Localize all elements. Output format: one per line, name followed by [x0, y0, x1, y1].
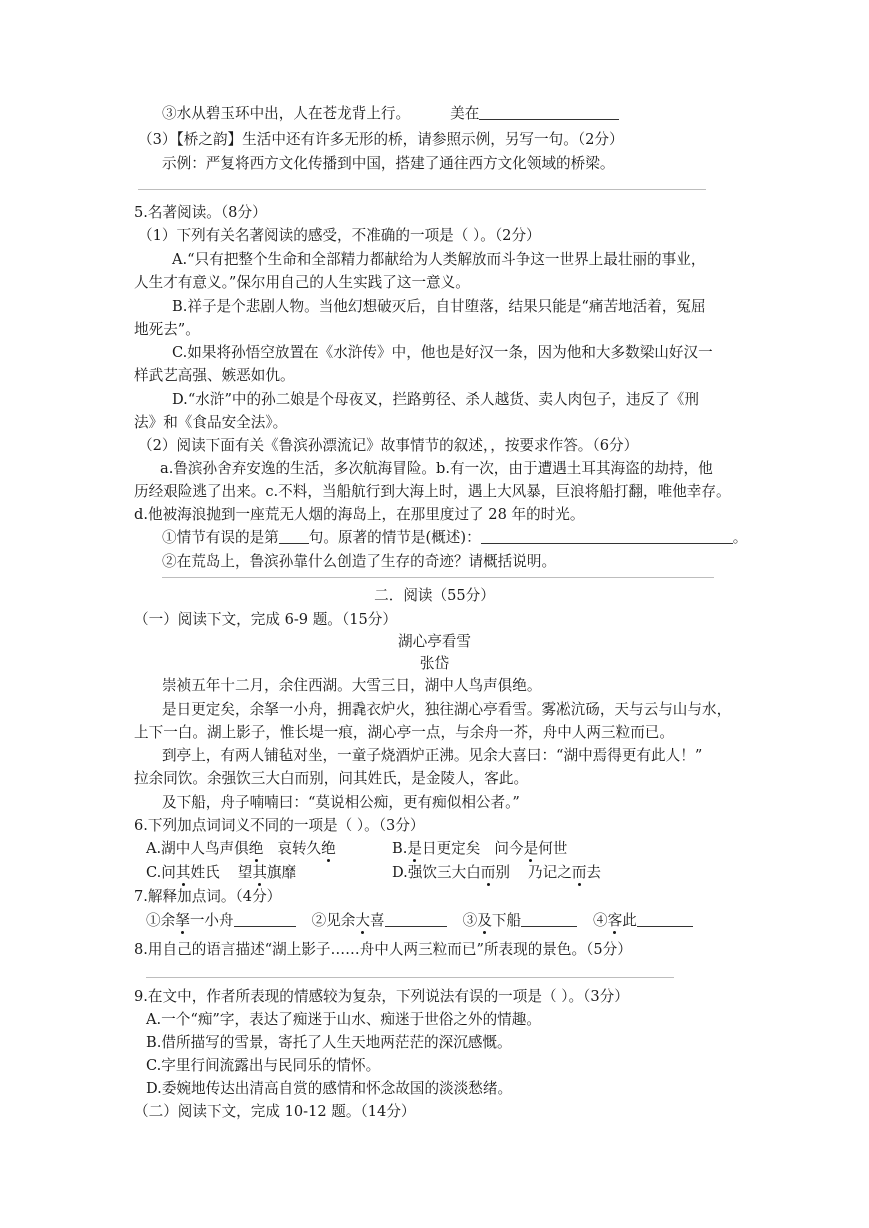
q9-option-c: C.字里行间流露出与民同乐的情怀。 [146, 1057, 381, 1074]
q8-stem: 8.用自己的语言描述“湖上影子……舟中人两三粒而已”所表现的景色。（5分） [134, 941, 632, 958]
q5-sub2-stem: （2）阅读下面有关《鲁滨孙漂流记》故事情节的叙述，，按要求作答。（6分） [138, 437, 639, 454]
q5-passage-line3: d.他被海浪抛到一座荒无人烟的海岛上，在那里度过了 28 年的时光。 [134, 506, 585, 523]
section-heading: 二．阅读（55分） [374, 587, 495, 604]
q4-sub3-stem: （3）【桥之韵】生活中还有许多无形的桥，请参照示例，另写一句。（2分） [138, 131, 624, 148]
q5-option-b-line1: B.祥子是个悲剧人物。当他幻想破灭后，自甘堕落，结果只能是“痛苦地活着，冤屈 [172, 298, 706, 315]
q5-passage-line2: 历经艰险逃了出来。c.不料，当船航行到大海上时，遇上大风暴，巨浪将船打翻，唯他幸存。 [134, 483, 731, 500]
answer-blank[interactable] [479, 119, 619, 120]
q5-option-d-line2: 法》和《食品安全法》。 [134, 414, 288, 431]
text-para3-line2: 拉余同饮。余强饮三大白而别，问其姓氏，是金陵人，客此。 [134, 770, 529, 787]
q5-title: 5.名著阅读。（8分） [134, 204, 267, 221]
q6-option-d: D.强饮三大白而别 乃记之而去 [392, 864, 602, 881]
q5-sub2-item1: ①情节有误的是第 句。原著的情节是(概述)： 。 [162, 529, 748, 546]
q5-sub2-item2: ②在荒岛上，鲁滨孙靠什么创造了生存的奇迹？请概括说明。 [162, 553, 557, 570]
q9-option-d: D.委婉地传达出清高自赏的感情和怀念故国的淡淡愁绪。 [146, 1080, 513, 1097]
q4-item-3: ③水从碧玉环中出，人在苍龙背上行。 美在 [162, 104, 619, 124]
text-para2-line2: 上下一白。湖上影子，惟长堤一痕，湖心亭一点，与余舟一芥，舟中人两三粒而已。 [134, 724, 674, 741]
q5-option-d-line1: D.“水浒”中的孙二娘是个母夜叉，拦路剪径、杀人越货、卖人肉包子，违反了《刑 [172, 391, 699, 408]
answer-blank[interactable] [279, 543, 309, 544]
answer-line[interactable] [146, 977, 674, 978]
answer-blank[interactable] [234, 926, 296, 927]
text-para2-line1: 是日更定矣，余拏一小舟，拥毳衣炉火，独往湖心亭看雪。雾凇沆砀，天与云与山与水， [162, 701, 732, 718]
q5-sub1-stem: （1）下列有关名著阅读的感受，不准确的一项是（ ）。（2分） [138, 227, 541, 244]
q5-option-c-line1: C.如果将孙悟空放置在《水浒传》中，他也是好汉一条，因为他和大多数梁山好汉一 [172, 344, 713, 361]
part1-intro: （一）阅读下文，完成 6-9 题。（15分） [134, 611, 397, 628]
q5-option-a-line1: A.“只有把整个生命和全部精力都献给为人类解放而斗争这一世界上最壮丽的事业， [172, 251, 706, 268]
q6-option-c: C.问其姓氏 望其旗靡 [146, 864, 297, 881]
q7-items: ①余拏一小舟 ②见余大喜 ③及下船 ④客此 [146, 911, 693, 931]
answer-blank[interactable] [385, 926, 447, 927]
answer-line[interactable] [138, 189, 706, 190]
answer-blank[interactable] [637, 926, 693, 927]
q9-option-a: A.一个“痴”字，表达了痴迷于山水、痴迷于世俗之外的情趣。 [146, 1011, 541, 1028]
q5-option-a-line2: 人生才有意义。”保尔用自己的人生实践了这一意义。 [134, 274, 470, 291]
q5-option-c-line2: 样武艺高强、嫉恶如仇。 [134, 367, 295, 384]
q6-option-a: A.湖中人鸟声俱绝 哀转久绝 [146, 840, 336, 857]
text-para1: 崇祯五年十二月，余住西湖。大雪三日，湖中人鸟声俱绝。 [162, 677, 542, 694]
q7-stem: 7.解释加点词。（4分） [134, 888, 282, 905]
q9-stem: 9.在文中，作者所表现的情感较为复杂，下列说法有误的一项是（ ）。（3分） [134, 988, 629, 1005]
q5-option-b-line2: 地死去”。 [134, 321, 200, 338]
answer-blank[interactable] [521, 926, 577, 927]
q4-example: 示例：严复将西方文化传播到中国，搭建了通往西方文化领域的桥梁。 [162, 155, 615, 172]
text-para3-line1: 到亭上，有两人铺毡对坐，一童子烧酒炉正沸。见余大喜曰：“湖中焉得更有此人！” [162, 747, 703, 764]
answer-line[interactable] [162, 577, 714, 578]
answer-blank[interactable] [481, 543, 733, 544]
q6-option-b: B.是日更定矣 问今是何世 [392, 840, 568, 857]
text-title: 湖心亭看雪 [398, 633, 471, 650]
q5-passage-line1: a.鲁滨孙舍弃安逸的生活，多次航海冒险。b.有一次，由于遭遇土耳其海盗的劫持，他 [160, 460, 713, 477]
text-author: 张岱 [419, 655, 450, 672]
q9-option-b: B.借所描写的雪景，寄托了人生天地两茫茫的深沉感慨。 [146, 1034, 512, 1051]
q6-stem: 6.下列加点词词义不同的一项是（ ）。（3分） [134, 817, 425, 834]
text-para4: 及下船，舟子喃喃曰：“莫说相公痴，更有痴似相公者。” [162, 794, 520, 811]
part2-intro: （二）阅读下文，完成 10-12 题。（14分） [134, 1103, 416, 1120]
